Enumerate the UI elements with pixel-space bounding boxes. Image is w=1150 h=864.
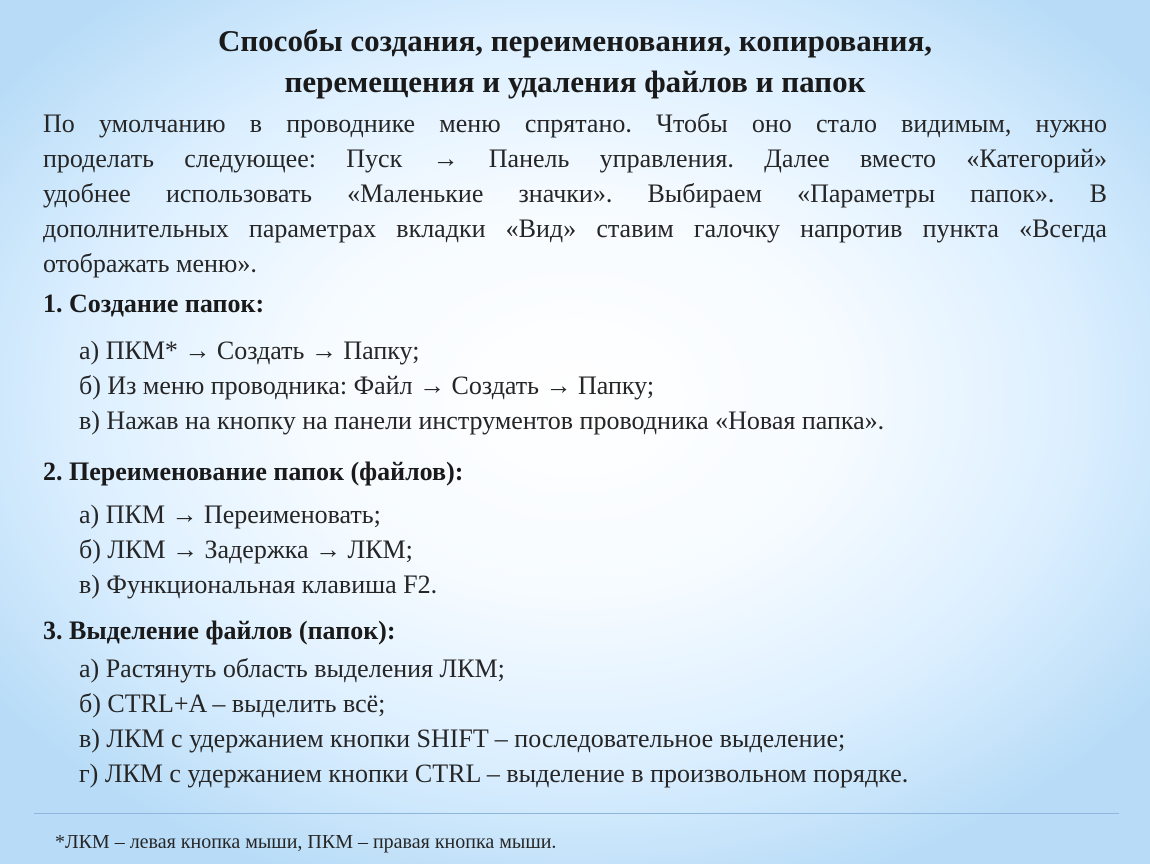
list-item: г) ЛКМ с удержанием кнопки CTRL – выделение в произвольном порядке.	[79, 759, 909, 788]
word: отображать меню».	[43, 249, 257, 278]
word: в	[249, 109, 263, 138]
intro-line-1	[43, 106, 1107, 141]
word: Пуск	[346, 144, 403, 173]
word: меню	[439, 109, 501, 138]
list-item: в) ЛКМ с удержанием кнопки SHIFT – последовательное выделение;	[79, 724, 846, 753]
section-heading-create-folders: 1. Создание папок:	[43, 289, 265, 318]
section-list-selection	[79, 651, 908, 791]
list-item: б) CTRL+A – выделить всё;	[79, 689, 386, 718]
footnote-divider	[34, 813, 1119, 814]
word: →	[432, 144, 459, 173]
footnote: *ЛКМ – левая кнопка мыши, ПКМ – правая кнопка мыши.	[55, 831, 557, 853]
intro-line-5	[43, 246, 1107, 281]
word: По	[43, 109, 75, 138]
word: дополнительных	[43, 214, 229, 243]
word: «Параметры	[797, 179, 936, 208]
word: «Категорий»	[966, 144, 1107, 173]
word: проделать	[43, 144, 154, 173]
word: напротив	[800, 214, 903, 243]
intro-line-2	[43, 141, 1107, 176]
word: папок».	[970, 179, 1055, 208]
list-item: а) ПКМ* → Создать → Папку;	[79, 336, 420, 365]
word: управления.	[599, 144, 734, 173]
word: пункта	[922, 214, 999, 243]
word: использовать	[165, 179, 312, 208]
word: В	[1089, 179, 1107, 208]
word: оно	[751, 109, 792, 138]
intro-line-3	[43, 176, 1107, 211]
word: проводнике	[286, 109, 416, 138]
word: умолчанию	[98, 109, 226, 138]
word: «Маленькие	[347, 179, 484, 208]
word: вместо	[860, 144, 937, 173]
slide-title-line-2: перемещения и удаления файлов и папок	[284, 64, 866, 99]
word: вкладки	[396, 214, 486, 243]
list-item: а) ПКМ → Переименовать;	[79, 500, 381, 529]
word: стало	[815, 109, 877, 138]
slide-title-line-1: Способы создания, переименования, копирования,	[217, 23, 933, 58]
word: спрятано.	[524, 109, 632, 138]
section-list-rename	[79, 497, 437, 602]
section-heading-rename: 2. Переименование папок (файлов):	[43, 457, 464, 486]
list-item: б) Из меню проводника: Файл → Создать → Папку;	[79, 371, 655, 400]
word: Чтобы	[656, 109, 728, 138]
word: «Всегда	[1019, 214, 1107, 243]
word: видимым,	[901, 109, 1012, 138]
word: ставим	[596, 214, 674, 243]
slide-title	[0, 20, 1150, 102]
word: галочку	[693, 214, 780, 243]
word: следующее:	[184, 144, 316, 173]
list-item: в) Функциональная клавиша F2.	[79, 570, 438, 599]
word: параметрах	[248, 214, 377, 243]
list-item: в) Нажав на кнопку на панели инструментов проводника «Новая папка».	[79, 406, 885, 435]
word: Далее	[764, 144, 830, 173]
word: значки».	[518, 179, 613, 208]
list-item: б) ЛКМ → Задержка → ЛКМ;	[79, 535, 413, 564]
word: «Вид»	[505, 214, 577, 243]
word: Панель	[488, 144, 570, 173]
intro-paragraph	[43, 106, 1107, 281]
word: Выбираем	[647, 179, 762, 208]
section-heading-selection: 3. Выделение файлов (папок):	[43, 616, 396, 645]
list-item: а) Растянуть область выделения ЛКМ;	[79, 654, 505, 683]
intro-line-4	[43, 211, 1107, 246]
word: нужно	[1035, 109, 1107, 138]
section-list-create-folders	[79, 333, 884, 438]
word: удобнее	[43, 179, 131, 208]
